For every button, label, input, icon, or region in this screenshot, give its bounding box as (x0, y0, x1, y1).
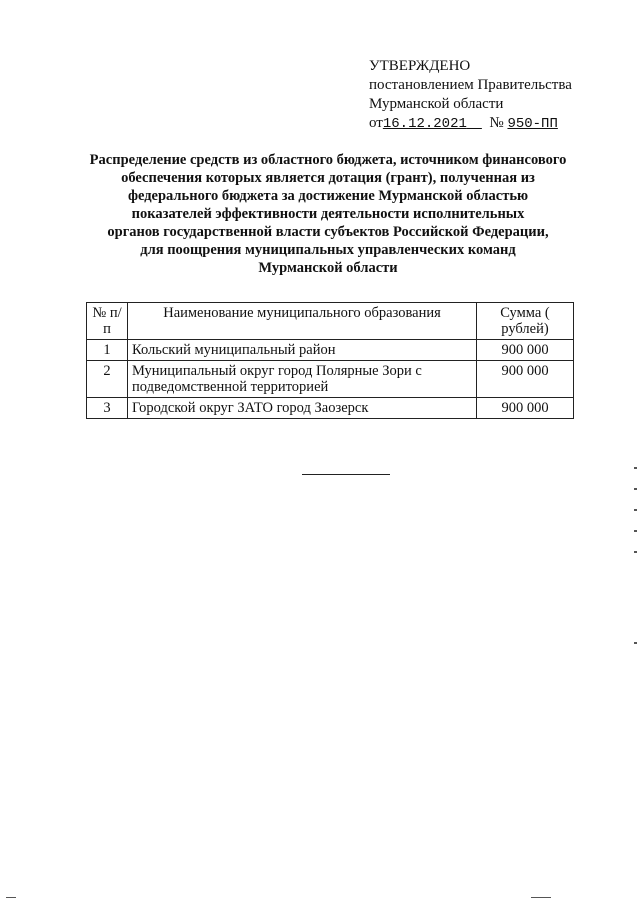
approval-resolution: постановлением Правительства (369, 77, 572, 93)
scan-mark (634, 530, 637, 532)
title-line: для поощрения муниципальных управленческих команд (140, 242, 516, 258)
header-sum: Сумма ( рублей) (477, 303, 574, 340)
approval-date: 16.12.2021 (382, 116, 467, 132)
closing-line (302, 474, 390, 475)
scan-mark (634, 551, 637, 553)
title-line: Мурманской области (258, 260, 398, 276)
table-row (87, 361, 574, 398)
document-title (80, 151, 576, 277)
header-num: № п/п (87, 303, 128, 340)
title-line: органов государственной власти субъектов Российской Федерации, (107, 224, 549, 240)
number-prefix: № (489, 115, 504, 131)
row-name: Муниципальный округ город Полярные Зори с подведомственной территорией (128, 361, 477, 398)
header-name: Наименование муниципального образования (128, 303, 477, 340)
scan-mark (634, 509, 637, 511)
approval-region: Мурманской области (369, 96, 504, 112)
table-header-row (87, 303, 574, 340)
scan-mark (634, 488, 637, 490)
approval-heading: УТВЕРЖДЕНО (369, 58, 471, 74)
scan-mark (6, 897, 16, 898)
title-line: показателей эффективности деятельности исполнительных (131, 206, 525, 222)
title-line: обеспечения которых является дотация (грант), полученная из (121, 170, 535, 186)
row-sum: 900 000 (477, 361, 574, 398)
row-name: Кольский муниципальный район (128, 340, 477, 361)
row-sum: 900 000 (477, 340, 574, 361)
table-row (87, 398, 574, 419)
row-name: Городской округ ЗАТО город Заозерск (128, 398, 477, 419)
approval-block (369, 57, 572, 134)
title-line: федерального бюджета за достижение Мурманской областью (127, 188, 529, 204)
row-num: 2 (87, 361, 128, 398)
row-sum: 900 000 (477, 398, 574, 419)
scan-mark (634, 467, 637, 469)
row-num: 3 (87, 398, 128, 419)
title-line: Распределение средств из областного бюджета, источником финансового (89, 152, 567, 168)
distribution-table (86, 302, 574, 419)
scan-mark (634, 642, 637, 644)
row-num: 1 (87, 340, 128, 361)
approval-number: 950-ПП (507, 116, 558, 132)
approval-date-line (369, 114, 572, 134)
scan-mark (531, 897, 551, 898)
date-prefix: от (369, 115, 383, 131)
table-row (87, 340, 574, 361)
